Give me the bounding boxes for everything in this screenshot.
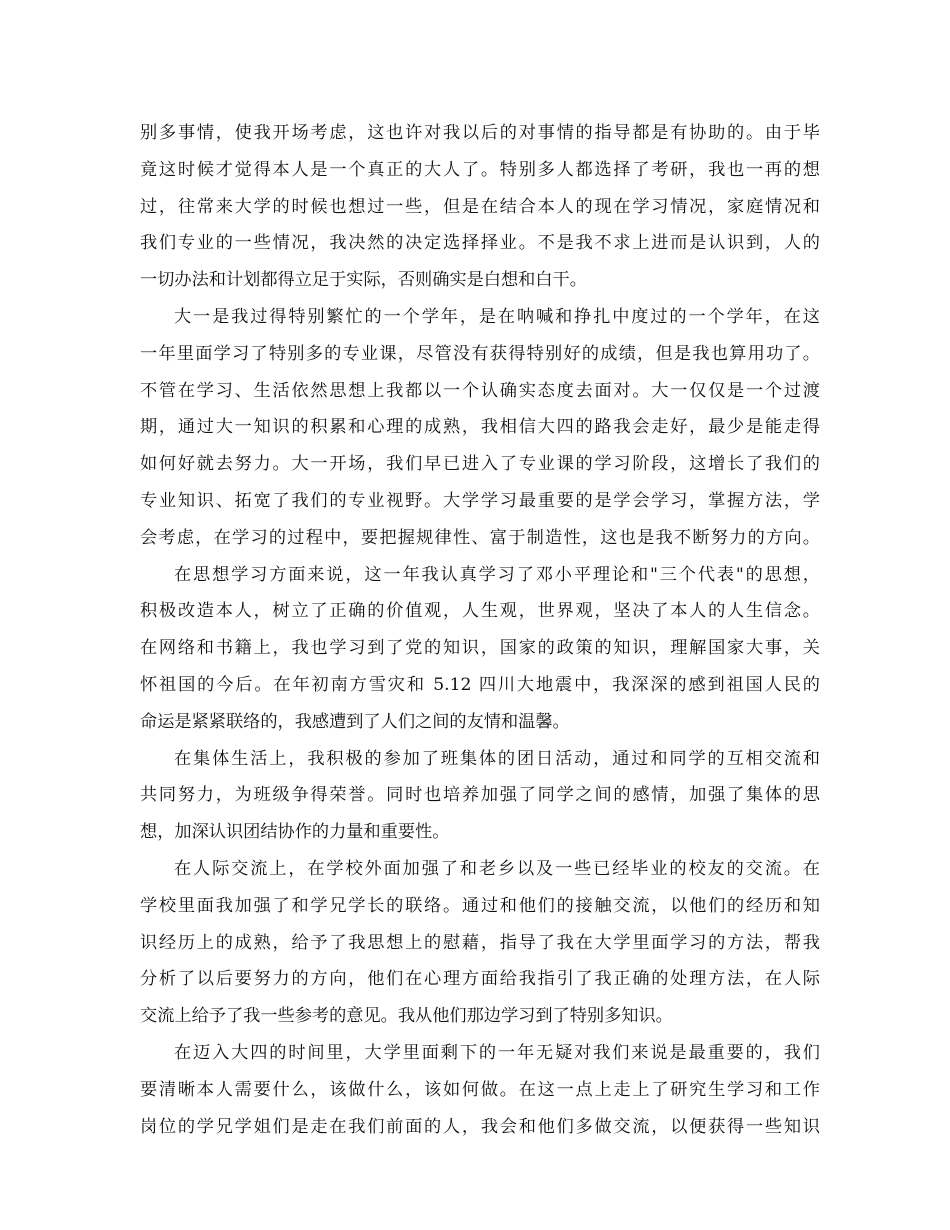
text-line: 在集体生活上，我积极的参加了班集体的团日活动，通过和同学的互相交流和 <box>174 748 820 769</box>
text-line: 要清晰本人需要什么，该做什么，该如何做。在这一点上走上了研究生学习和工作 <box>140 1079 820 1100</box>
text-line: 竟这时候才觉得本人是一个真正的大人了。特别多人都选择了考研，我也一再的想 <box>140 159 820 180</box>
text-line: 不管在学习、生活依然思想上我都以一个认确实态度去面对。大一仅仅是一个过渡 <box>140 380 820 401</box>
text-line: 别多事情，使我开场考虑，这也许对我以后的对事情的指导都是有协助的。由于毕 <box>140 123 820 143</box>
text-line: 如何好就去努力。大一开场，我们早已进入了专业课的学习阶段，这增长了我们的 <box>140 454 820 475</box>
text-line: 专业知识、拓宽了我们的专业视野。大学学习最重要的是学会学习，掌握方法，学 <box>140 490 820 511</box>
text-line: 过，往常来大学的时候也想过一些，但是在结合本人的现在学习情况，家庭情况和 <box>140 196 820 217</box>
text-line: 命运是紧紧联络的，我感遭到了人们之间的友情和温馨。 <box>140 711 570 732</box>
text-line: 一年里面学习了特别多的专业课，尽管没有获得特别好的成绩，但是我也算用功了。 <box>140 343 820 364</box>
text-line: 怀祖国的今后。在年初南方雪灾和 5.12 四川大地震中，我深深的感到祖国人民的 <box>140 674 820 695</box>
text-line: 交流上给予了我一些参考的意见。我从他们那边学习到了特别多知识。 <box>140 1006 673 1027</box>
text-line: 在网络和书籍上，我也学习到了党的知识，国家的政策的知识，理解国家大事，关 <box>140 638 820 659</box>
text-line: 在人际交流上，在学校外面加强了和老乡以及一些已经毕业的校友的交流。在 <box>174 858 820 879</box>
text-line: 期，通过大一知识的积累和心理的成熟，我相信大四的路我会走好，最少是能走得 <box>140 417 820 438</box>
text-line: 岗位的学兄学姐们是走在我们前面的人，我会和他们多做交流，以便获得一些知识 <box>140 1116 820 1137</box>
text-line: 积极改造本人，树立了正确的价值观，人生观，世界观，坚决了本人的人生信念。 <box>140 601 820 622</box>
document-body <box>140 115 820 1145</box>
text-line: 学校里面我加强了和学兄学长的联络。通过和他们的接触交流，以他们的经历和知 <box>140 895 820 916</box>
text-line: 我们专业的一些情况，我决然的决定选择择业。不是我不求上进而是认识到，人的 <box>140 233 820 254</box>
text-line: 一切办法和计划都得立足于实际，否则确实是白想和白干。 <box>140 270 587 291</box>
text-line: 识经历上的成熟，给予了我思想上的慰藉，指导了我在大学里面学习的方法，帮我 <box>140 932 820 953</box>
text-line: 会考虑，在学习的过程中，要把握规律性、富于制造性，这也是我不断努力的方向。 <box>140 527 820 548</box>
text-line: 共同努力，为班级争得荣誉。同时也培养加强了同学之间的感情，加强了集体的思 <box>140 785 820 806</box>
text-line: 在思想学习方面来说，这一年我认真学习了邓小平理论和"三个代表"的思想， <box>174 564 820 585</box>
text-line: 分析了以后要努力的方向，他们在心理方面给我指引了我正确的处理方法，在人际 <box>140 969 820 990</box>
text-line: 想，加深认识团结协作的力量和重要性。 <box>140 822 450 843</box>
text-line: 大一是我过得特别繁忙的一个学年，是在呐喊和挣扎中度过的一个学年，在这 <box>174 306 820 327</box>
text-line: 在迈入大四的时间里，大学里面剩下的一年无疑对我们来说是最重要的，我们 <box>174 1042 820 1063</box>
